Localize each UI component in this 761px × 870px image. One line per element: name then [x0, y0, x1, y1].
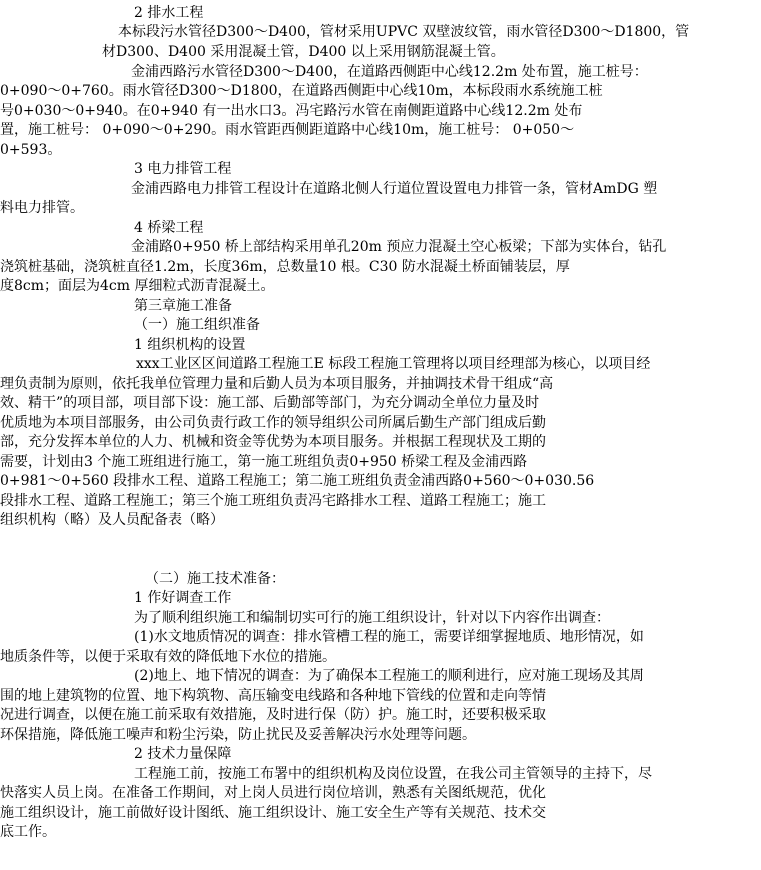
text-line: 2 排水工程: [134, 5, 204, 21]
text-line: 组织机构（略）及人员配备表（略）: [0, 512, 224, 528]
text-line: 段排水工程、道路工程施工；第三个施工班组负责冯宅路排水工程、道路工程施工；施工: [0, 493, 546, 509]
text-line: (2)地上、地下情况的调查：为了确保本工程施工的顺利进行，应对施工现场及其周: [134, 668, 644, 684]
text-line: 1 组织机构的设置: [134, 337, 246, 353]
text-line: （一）施工组织准备: [134, 317, 260, 333]
text-line: （二）施工技术准备：: [145, 571, 285, 587]
text-line: 环保措施，降低施工噪声和粉尘污染，防止扰民及妥善解决污水处理等问题。: [0, 727, 476, 743]
text-line: 工程施工前，按施工布署中的组织机构及岗位设置，在我公司主管领导的主持下，尽: [134, 766, 652, 782]
text-line: 浇筑桩基础，浇筑桩直径1.2m，长度36m，总数量10 根。C30 防水混凝土桥面铺装层，厚: [0, 259, 570, 275]
text-line: 金浦路0+950 桥上部结构采用单孔20m 预应力混凝土空心板梁；下部为实体台，钻孔: [131, 239, 667, 255]
text-line: 理负责制为原则，依托我单位管理力量和后勤人员为本项目服务，并抽调技术骨干组成“高: [0, 376, 554, 392]
text-line: 置，施工桩号： 0+090～0+290。雨水管距西侧距道路中心线10m，施工桩号： 0+050～: [0, 122, 575, 138]
text-line: 金浦西路污水管径D300～D400，在道路西侧距中心线12.2m 处布置，施工桩号：: [131, 64, 648, 80]
text-line: 底工作。: [0, 824, 56, 840]
text-line: xxx工业区区间道路工程施工E 标段工程施工管理将以项目经理部为核心，以项目经: [136, 356, 651, 372]
text-line: 4 桥梁工程: [134, 220, 204, 236]
text-line: 地质条件等，以便于采取有效的降低地下水位的措施。: [0, 649, 336, 665]
text-line: 3 电力排管工程: [134, 161, 232, 177]
text-line: 0+981～0+560 段排水工程、道路工程施工；第二施工班组负责金浦西路0+560～0+030.56: [0, 473, 595, 489]
text-line: 1 作好调查工作: [134, 590, 232, 606]
text-line: 围的地上建筑物的位置、地下构筑物、高压输变电线路和各种地下管线的位置和走向等情: [0, 688, 546, 704]
text-line: 2 技术力量保障: [134, 746, 232, 762]
text-line: 需要，计划由3 个施工班组进行施工，第一施工班组负责0+950 桥梁工程及金浦西路: [0, 454, 528, 470]
text-line: 优质地为本项目部服务，由公司负责行政工作的领导组织公司所属后勤生产部门组成后勤: [0, 415, 546, 431]
text-line: 况进行调查，以便在施工前采取有效措施，及时进行保（防）护。施工时，还要积极采取: [0, 707, 546, 723]
text-line: 效、精干”的项目部，项目部下设：施工部、后勤部等部门，为充分调动全单位力量及时: [0, 395, 540, 411]
text-line: 0+593。: [0, 142, 62, 158]
text-line: 快落实人员上岗。在准备工作期间，对上岗人员进行岗位培训，熟悉有关图纸规范，优化: [0, 785, 546, 801]
text-line: 材D300、D400 采用混凝土管，D400 以上采用钢筋混凝土管。: [102, 44, 505, 60]
text-line: 金浦西路电力排管工程设计在道路北侧人行道位置设置电力排管一条，管材AmDG 塑: [131, 181, 658, 197]
text-line: 料电力排管。: [0, 200, 84, 216]
text-line: 0+090～0+760。雨水管径D300～D1800，在道路西侧距中心线10m，本标段雨水系统施工桩: [0, 83, 603, 99]
text-line: 施工组织设计，施工前做好设计图纸、施工组织设计、施工安全生产等有关规范、技术交: [0, 805, 546, 821]
text-line: 度8cm；面层为4cm 厚细粒式沥青混凝土。: [0, 278, 275, 294]
text-line: (1)水文地质情况的调查：排水管槽工程的施工，需要详细掌握地质、地形情况，如: [134, 629, 644, 645]
text-line: 为了顺利组织施工和编制切实可行的施工组织设计，针对以下内容作出调查：: [134, 610, 610, 626]
text-line: 号0+030～0+940。在0+940 有一出水口3。冯宅路污水管在南侧距道路中心线12.2m 处布: [0, 103, 583, 119]
text-line: 第三章施工准备: [134, 298, 232, 314]
text-line: 部，充分发挥本单位的人力、机械和资金等优势为本项目服务。并根据工程现状及工期的: [0, 434, 546, 450]
text-line: 本标段污水管径D300～D400，管材采用UPVC 双壁波纹管，雨水管径D300～D1800，管: [118, 24, 690, 40]
